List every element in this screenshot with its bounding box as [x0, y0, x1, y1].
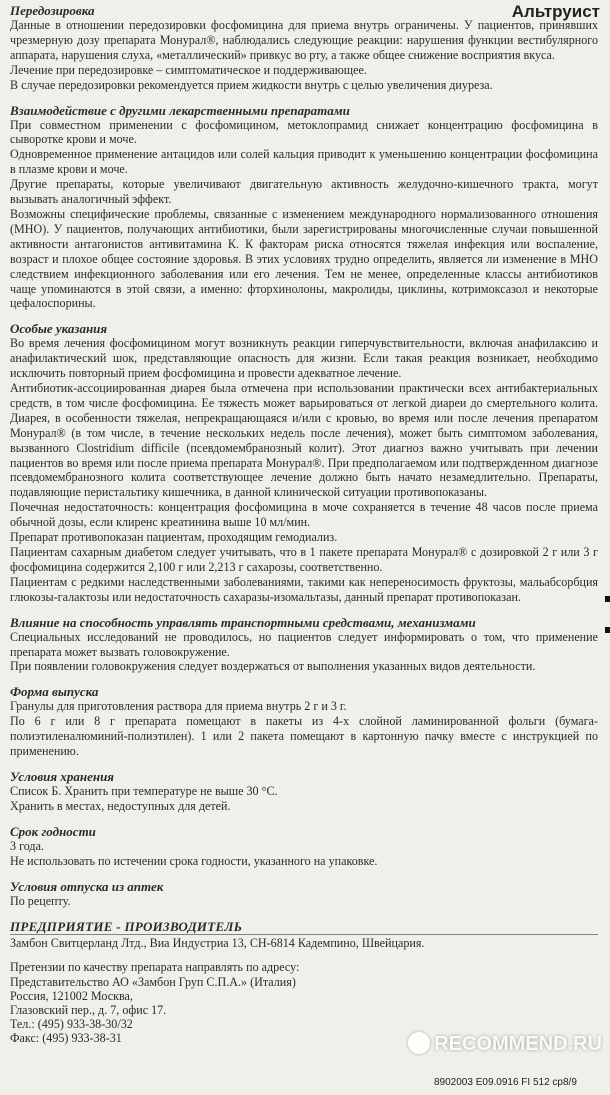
- section-form: [10, 684, 598, 759]
- section-title-storage: Условия хранения: [10, 768, 114, 784]
- paragraph: Специальных исследований не проводилось, но пациентов следует информировать о том, что применение препарата может вызвать головокружение.: [10, 629, 598, 659]
- section-special: [10, 321, 598, 604]
- section-storage: [10, 769, 598, 814]
- paragraph: Антибиотик-ассоциированная диарея была отмечена при использовании практически всех антибактериальных средств, в том числе фосфомицина. Ее тяжесть может варьироваться от легкой диареи до смертельного колита. Диарея, в особенности тяжелая, непрекращающаяся и/или с кровью, во время или после лечения препаратом Монурал® (в том числе, в течение нескольких недель после лечения), может быть симптомом заболевания, вызванного Clostridium difficile (псевдомембранозный колит). Этот диагноз важно учитывать при лечении пациентов во время или после приема препарата Монурал®. При предполагаемом или подтвержденном диагнозе псевдомембранозного колита соответствующее лечение должно быть начато незамедлительно. Препараты, подавляющие перистальтику кишечника, в данной клинической ситуации противопоказаны.: [10, 381, 598, 500]
- section-title-special: Особые указания: [10, 321, 108, 337]
- section-title-dispense: Условия отпуска из аптек: [10, 878, 164, 894]
- paragraph: В случае передозировки рекомендуется прием жидкости внутрь с целью увеличения диуреза.: [10, 77, 493, 92]
- manufacturer-address: Замбон Свитцерланд Лтд., Виа Индустриа 13, СН-6814 Кадемпино, Швейцария.: [10, 935, 425, 950]
- section-title-driving: Влияние на способность управлять транспортными средствами, механизмами: [10, 614, 476, 630]
- margin-mark: [605, 596, 610, 602]
- section-overdose: [10, 3, 598, 93]
- manufacturer-title: ПРЕДПРИЯТИЕ - ПРОИЗВОДИТЕЛЬ: [10, 918, 243, 934]
- section-interactions: [10, 103, 598, 312]
- instruction-content: [10, 3, 598, 1046]
- paragraph: Препарат противопоказан пациентам, проходящим гемодиализ.: [10, 530, 338, 545]
- paragraph: При совместном применении с фосфомицином, метоклопрамид снижает концентрацию фосфомицина в сыворотке крови и моче.: [10, 117, 598, 147]
- paragraph: Пациентам с редкими наследственными заболеваниями, такими как непереносимость фруктозы, мальабсорбция глюкозы-галактозы или недостаточность сахаразы-изомальтазы, данный препарат противопоказан.: [10, 574, 598, 604]
- section-dispense: [10, 879, 598, 909]
- paragraph: Не использовать по истечении срока годности, указанного на упаковке.: [10, 853, 378, 868]
- paragraph: Почечная недостаточность: концентрация фосфомицина в моче сохраняется в течение 48 часов после приема обычной дозы, если клиренс креатинина выше 10 мл/мин.: [10, 500, 598, 530]
- section-manufacturer: [10, 919, 598, 951]
- paragraph: Пациентам сахарным диабетом следует учитывать, что в 1 пакете препарата Монурал® с дозировкой 2 г или 3 г фосфомицина содержится 2,100 г или 2,213 г сахарозы, соответственно.: [10, 545, 598, 574]
- print-code: 8902003 E09.0916 FI 512 cp8/9: [434, 1077, 577, 1088]
- paragraph: Хранить в местах, недоступных для детей.: [10, 798, 231, 813]
- city: Россия, 121002 Москва,: [10, 988, 133, 1003]
- section-driving: [10, 615, 598, 675]
- paragraph: Во время лечения фосфомицином могут возникнуть реакции гиперчувствительности, включая анафилаксию и анафилактический шок, представляющие опасность для жизни. Если такая реакция возникает, необходимо исключить повторный прием фосфомицина и провести адекватное лечение.: [10, 336, 598, 381]
- paragraph: Список Б. Хранить при температуре не выше 30 °С.: [10, 783, 278, 798]
- margin-mark: [605, 627, 610, 633]
- claims-intro: Претензии по качеству препарата направлять по адресу:: [10, 960, 300, 975]
- paragraph: Гранулы для приготовления раствора для приема внутрь 2 г и 3 г.: [10, 699, 347, 714]
- recommend-logo-icon: [408, 1032, 430, 1054]
- paragraph: По 6 г или 8 г препарата помещают в пакеты из 4-х слойной ламинированной фольги (бумага-полиэтиленалюминий-полиэтилен). 1 или 2 пакета помещают в картонную пачку вместе с инструкцией по применению.: [10, 714, 598, 759]
- paragraph: Другие препараты, которые увеличивают двигательную активность желудочно-кишечного тракта, могут вызывать аналогичный эффект.: [10, 177, 598, 207]
- watermark-text: RECOMMEND.RU: [434, 1033, 602, 1055]
- street: Глазовский пер., д. 7, офис 17.: [10, 1003, 167, 1018]
- section-title-shelf-life: Срок годности: [10, 823, 96, 839]
- section-shelf-life: [10, 824, 598, 869]
- section-title-interactions: Взаимодействие с другими лекарственными препаратами: [10, 102, 350, 118]
- brand-name: Альтруист: [511, 2, 600, 21]
- watermark: [408, 1032, 602, 1056]
- paragraph: По рецепту.: [10, 893, 71, 908]
- paragraph: Лечение при передозировке – симптоматическое и поддерживающее.: [10, 62, 367, 77]
- representative: Представительство АО «Замбон Груп С.П.А.» (Италия): [10, 974, 296, 989]
- paragraph: При появлении головокружения следует воздержаться от выполнения указанных видов деятельности.: [10, 659, 536, 674]
- paragraph: Возможны специфические проблемы, связанные с изменением международного нормализованного отношения (МНО). У пациентов, получающих антибиотики, были зарегистрированы многочисленные случаи повышенной активности антагонистов антивитамина К. К факторам риска относятся тяжелая инфекция или воспаление, возраст и плохое общее состояние здоровья. В этих условиях трудно определить, является ли изменение в МНО следствием инфекционного заболевания или его лечения. Тем не менее, определенные классы антибиотиков чаще упоминаются в этой связи, а именно: фторхинолоны, макролиды, циклины, котримоксазол и некоторые цефалоспорины.: [10, 206, 598, 311]
- paragraph: Одновременное применение антацидов или солей кальция приводит к уменьшению концентрации фосфомицина в плазме крови и моче.: [10, 147, 598, 177]
- section-title-overdose: Передозировка: [10, 3, 95, 18]
- paragraph: 3 года.: [10, 838, 44, 853]
- section-title-form: Форма выпуска: [10, 684, 99, 700]
- phone: Тел.: (495) 933-38-30/32: [10, 1017, 133, 1032]
- divider: [10, 934, 598, 935]
- fax: Факс: (495) 933-38-31: [10, 1031, 122, 1046]
- paragraph: Данные в отношении передозировки фосфомицина для приема внутрь ограничены. У пациентов, принявших чрезмерную дозу препарата Монурал®, наблюдались следующие реакции: нарушения функции вестибулярного аппарата, нарушения слуха, «металлический» привкус во рту, а также общее снижение восприятия вкуса.: [10, 18, 598, 62]
